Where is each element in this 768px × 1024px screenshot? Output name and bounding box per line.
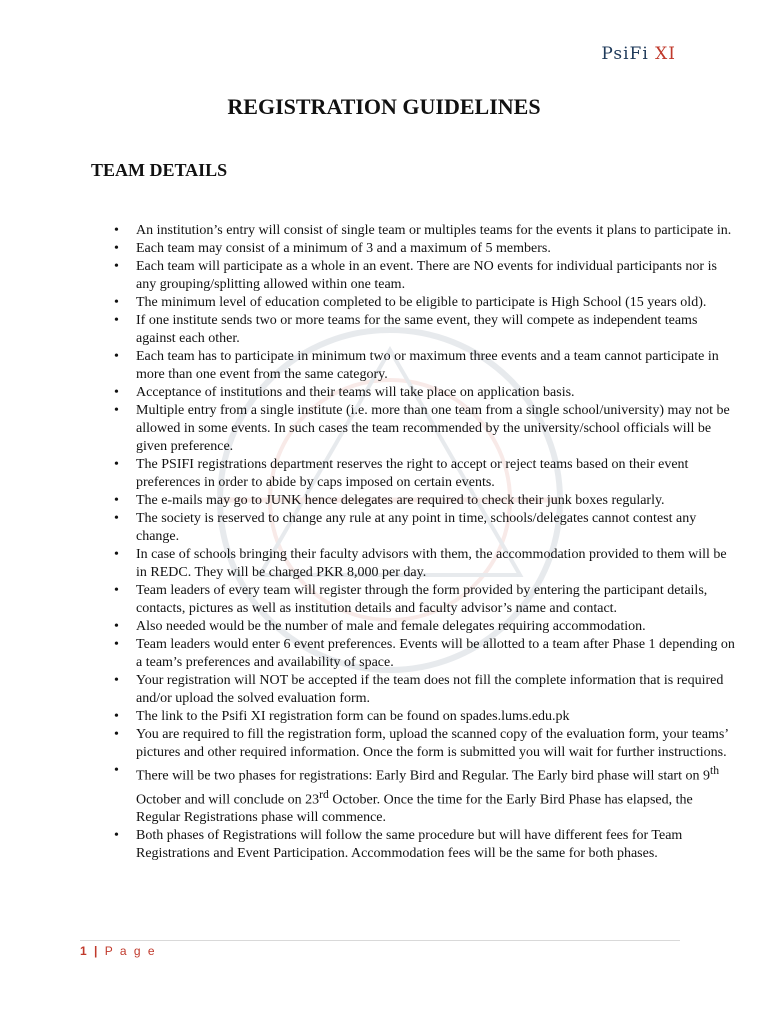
guideline-item: • Team leaders would enter 6 event preferences. Events will be allotted to a team after Phase 1 depending on a team’s preferences and availability of space.: [136, 636, 736, 672]
guideline-item-fees: • Both phases of Registrations will follow the same procedure but will have different fees for Team Registrations and Event Participation. Accommodation fees will be the same for both phases.: [136, 827, 736, 863]
page-number: 1: [80, 944, 89, 958]
guideline-item: • Your registration will NOT be accepted if the team does not fill the complete information that is required and/or upload the solved evaluation form.: [136, 672, 736, 708]
page-label: P a g e: [104, 944, 157, 958]
brand-suffix: XI: [655, 44, 676, 64]
ordinal-suffix: rd: [319, 787, 329, 801]
footer-separator: |: [94, 944, 100, 958]
guidelines-list: [91, 222, 736, 863]
ordinal-suffix: th: [710, 764, 720, 777]
guideline-item: • Acceptance of institutions and their teams will take place on application basis.: [136, 384, 736, 402]
phases-text: There will be two phases for registrations: Early Bird and Regular. The Early bird phase will start on 9: [136, 768, 710, 784]
guideline-item: • Team leaders of every team will register through the form provided by entering the participant details, contacts, pictures as well as institution details and faculty advisor’s name and contact.: [136, 582, 736, 618]
guideline-item: • Multiple entry from a single institute (i.e. more than one team from a single school/university) may not be allowed in some events. In such cases the team recommended by the university/school officials will be given preference.: [136, 402, 736, 456]
brand-prefix: PsiFi: [601, 44, 656, 64]
guideline-item: • The society is reserved to change any rule at any point in time, schools/delegates cannot contest any change.: [136, 510, 736, 546]
phases-text: October and will conclude on 23: [136, 792, 320, 808]
guideline-item: • Each team has to participate in minimum two or maximum three events and a team cannot participate in more than one event from the same category.: [136, 348, 736, 384]
guideline-item-phases: [136, 762, 736, 827]
guideline-item: • The link to the Psifi XI registration form can be found on spades.lums.edu.pk: [136, 708, 736, 726]
guideline-item: • Also needed would be the number of male and female delegates requiring accommodation.: [136, 618, 736, 636]
guideline-item: • The e-mails may go to JUNK hence delegates are required to check their junk boxes regularly.: [136, 492, 736, 510]
guideline-item: • An institution’s entry will consist of single team or multiples teams for the events it plans to participate in.: [136, 222, 736, 240]
page-footer: [80, 944, 157, 958]
guideline-item: • In case of schools bringing their faculty advisors with them, the accommodation provided to them will be in REDC. They will be charged PKR 8,000 per day.: [136, 546, 736, 582]
guideline-item: • If one institute sends two or more teams for the same event, they will compete as independent teams against each other.: [136, 312, 736, 348]
guideline-item: • Each team will participate as a whole in an event. There are NO events for individual participants nor is any grouping/splitting allowed within one team.: [136, 258, 736, 294]
section-heading: TEAM DETAILS: [91, 160, 228, 180]
document-title: REGISTRATION GUIDELINES: [227, 94, 541, 119]
guideline-item: • The minimum level of education completed to be eligible to participate is High School (15 years old).: [136, 294, 736, 312]
footer-divider: [80, 940, 680, 941]
guideline-item: • You are required to fill the registration form, upload the scanned copy of the evaluation form, your teams’ pictures and other required information. Once the form is submitted you will wait for further instructions.: [136, 726, 736, 762]
header-brand: [601, 44, 676, 64]
guideline-item: • The PSIFI registrations department reserves the right to accept or reject teams based on their event preferences in order to abide by caps imposed on certain events.: [136, 456, 736, 492]
guideline-item: • Each team may consist of a minimum of 3 and a maximum of 5 members.: [136, 240, 736, 258]
phases-text: October. Once the time for the Early Bird Phase has elapsed, the Regular Registrations phase will commence.: [136, 792, 693, 826]
